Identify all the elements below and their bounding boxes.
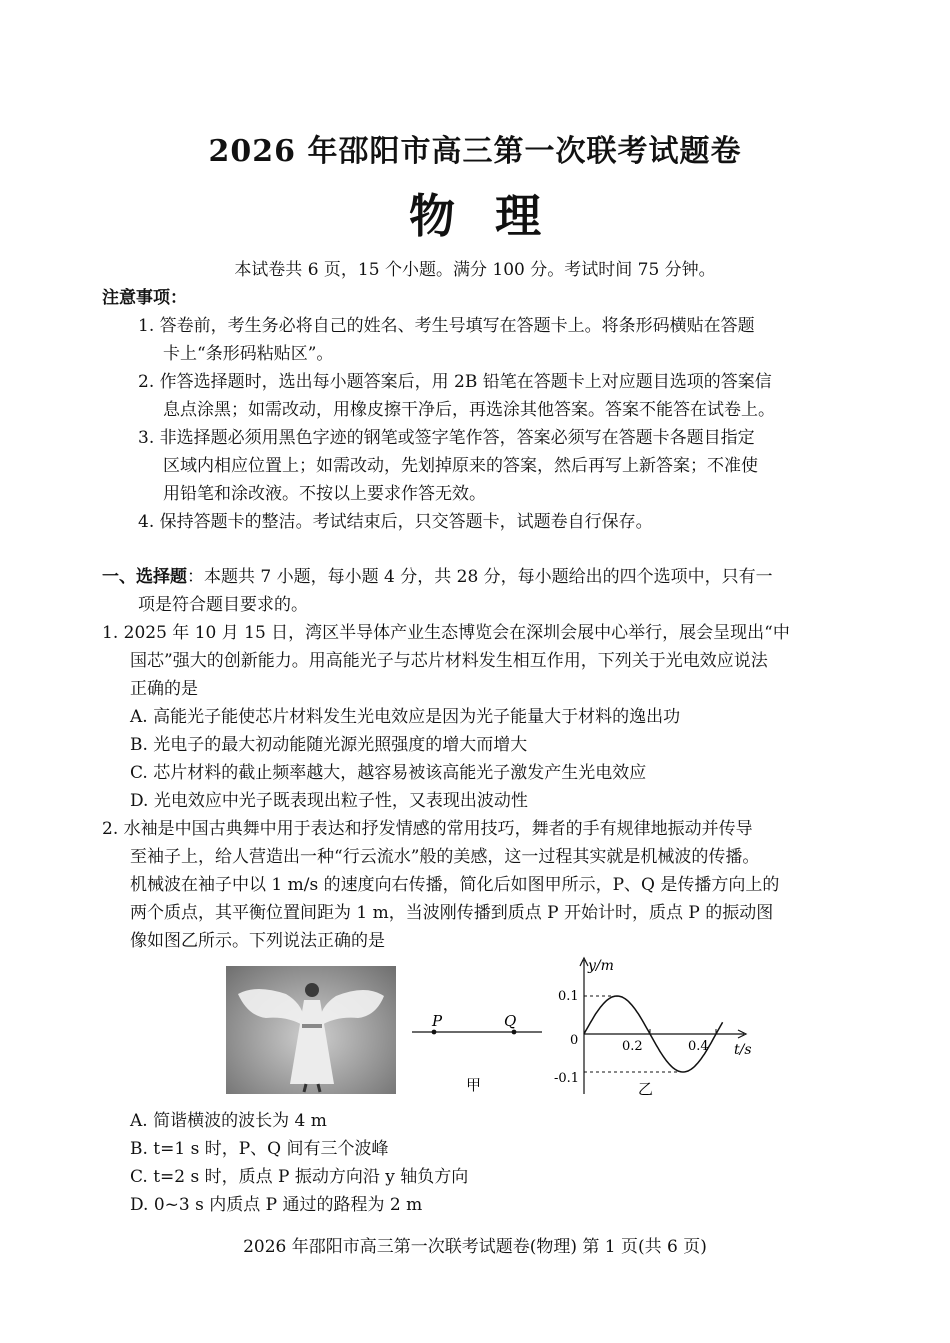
notice-line: 区域内相应位置上；如需改动，先划掉原来的答案，然后再写上新答案；不准使 — [163, 456, 758, 476]
caption-yi: 乙 — [638, 1080, 654, 1098]
y-axis-label: y/m — [588, 958, 614, 974]
q2-option-a: A. 简谐横波的波长为 4 m — [130, 1111, 327, 1131]
q1-option-a: A. 高能光子能使芯片材料发生光电效应是因为光子能量大于材料的逸出功 — [130, 707, 681, 727]
section-desc: ：本题共 7 小题，每小题 4 分，共 28 分，每小题给出的四个选项中，只有一 — [187, 567, 773, 587]
notice-line: 卡上“条形码粘贴区”。 — [163, 344, 334, 364]
q1-option-b: B. 光电子的最大初动能随光源光照强度的增大而增大 — [130, 735, 528, 755]
q1-option-d: D. 光电效应中光子既表现出粒子性，又表现出波动性 — [130, 791, 528, 811]
notice-line: 用铅笔和涂改液。不按以上要求作答无效。 — [163, 484, 486, 504]
notice-line: 息点涂黑；如需改动，用橡皮擦干净后，再选涂其他答案。答案不能答在试卷上。 — [163, 400, 775, 420]
q2-stem: 至袖子上，给人营造出一种“行云流水”般的美感，这一过程其实就是机械波的传播。 — [130, 847, 760, 867]
notice-heading: 注意事项： — [102, 288, 187, 308]
q1-option-c: C. 芯片材料的截止频率越大，越容易被该高能光子激发产生光电效应 — [130, 763, 647, 783]
exam-meta: 本试卷共 6 页，15 个小题。满分 100 分。考试时间 75 分钟。 — [234, 260, 716, 280]
caption-jia: 甲 — [466, 1076, 482, 1094]
q1-stem: 1. 2025 年 10 月 15 日，湾区半导体产业生态博览会在深圳会展中心举行，展会呈现出“中 — [102, 623, 790, 643]
notice-line: 1. 答卷前，考生务必将自己的姓名、考生号填写在答题卡上。将条形码横贴在答题 — [138, 316, 755, 336]
section-label: 一、选择题 — [102, 567, 187, 587]
point-p — [432, 1030, 437, 1035]
subject-title: 物理 — [409, 189, 581, 243]
label-q: Q — [504, 1012, 517, 1030]
y-tick-label-top: 0.1 — [558, 989, 579, 1004]
exam-title: 2026 年邵阳市高三第一次联考试题卷 — [208, 134, 742, 169]
q2-option-c: C. t=2 s 时，质点 P 振动方向沿 y 轴负方向 — [130, 1167, 469, 1187]
q1-stem: 正确的是 — [130, 679, 198, 699]
figure-yi-chart — [548, 956, 768, 1101]
q1-stem: 国芯”强大的创新能力。用高能光子与芯片材料发生相互作用，下列关于光电效应说法 — [130, 651, 768, 671]
notice-line: 3. 非选择题必须用黑色字迹的钢笔或签字笔作答，答案必须写在答题卡各题目指定 — [138, 428, 755, 448]
q2-stem: 2. 水袖是中国古典舞中用于表达和抒发情感的常用技巧，舞者的手有规律地振动并传导 — [102, 819, 753, 839]
q2-option-b: B. t=1 s 时，P、Q 间有三个波峰 — [130, 1139, 389, 1159]
origin-label: 0 — [570, 1033, 579, 1048]
y-tick-label-bottom: -0.1 — [554, 1071, 580, 1086]
dancer-figure-icon — [226, 966, 396, 1094]
figure-jia — [408, 1006, 548, 1096]
q2-stem: 机械波在袖子中以 1 m/s 的速度向右传播，简化后如图甲所示，P、Q 是传播方向上的 — [130, 875, 780, 895]
dancer-photo — [226, 966, 396, 1094]
notice-line: 4. 保持答题卡的整洁。考试结束后，只交答题卡，试题卷自行保存。 — [138, 512, 653, 532]
x-axis-label: t/s — [734, 1042, 752, 1058]
q2-stem: 两个质点，其平衡位置间距为 1 m，当波刚传播到质点 P 开始计时，质点 P 的振动图 — [130, 903, 774, 923]
q2-option-d: D. 0~3 s 内质点 P 通过的路程为 2 m — [130, 1195, 423, 1215]
label-p: P — [432, 1012, 443, 1030]
notice-line: 2. 作答选择题时，选出每小题答案后，用 2B 铅笔在答题卡上对应题目选项的答案信 — [138, 372, 772, 392]
page-footer: 2026 年邵阳市高三第一次联考试题卷(物理) 第 1 页(共 6 页) — [243, 1237, 707, 1257]
q2-stem: 像如图乙所示。下列说法正确的是 — [130, 931, 385, 951]
x-tick-label-2: 0.4 — [688, 1039, 709, 1054]
section-heading — [102, 566, 773, 588]
x-tick-label-1: 0.2 — [622, 1039, 643, 1054]
point-q — [512, 1030, 517, 1035]
section-desc-line: 项是符合题目要求的。 — [138, 595, 308, 615]
